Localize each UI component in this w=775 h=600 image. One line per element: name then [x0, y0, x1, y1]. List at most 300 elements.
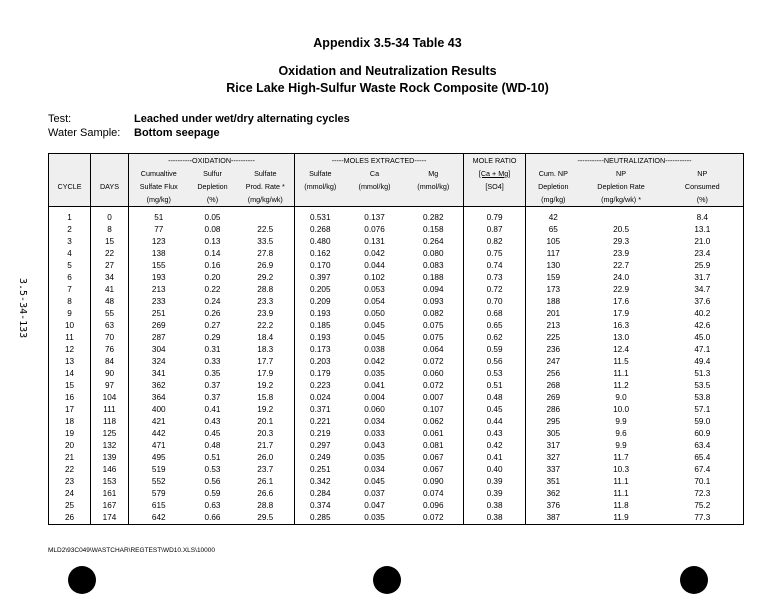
table-cell: 0.37	[204, 392, 221, 402]
table-cell: 15	[91, 236, 129, 248]
col-np-consumed-label-1: NP	[662, 167, 744, 180]
table-cell	[581, 212, 662, 224]
table-cell: 15	[49, 380, 91, 392]
table-cell: 13.1	[662, 224, 744, 236]
table-cell: 0.203	[295, 356, 346, 368]
table-cell: 0.33	[204, 356, 221, 366]
col-sulfur-depletion-label-2: Depletion	[189, 180, 237, 193]
table-cell: 159	[526, 272, 581, 284]
table-cell: 7	[49, 284, 91, 296]
table-cell: 20.3	[257, 428, 274, 438]
table-cell: 42	[526, 212, 581, 224]
table-row	[49, 344, 744, 356]
table-cell: 0.51	[464, 380, 526, 392]
table-cell: 0.56	[464, 356, 526, 368]
table-cell: 24	[49, 488, 91, 500]
table-cell: 4	[49, 248, 91, 260]
table-cell: 213	[129, 284, 189, 296]
group-mole-ratio: MOLE RATIO	[464, 154, 526, 168]
table-cell: 22.7	[613, 260, 629, 270]
table-cell: 0.131	[364, 236, 385, 246]
table-row	[49, 308, 744, 320]
table-cell: 15.8	[257, 392, 274, 402]
table-cell: 0.193	[295, 308, 346, 320]
table-cell: 97	[91, 380, 129, 392]
table-cell: 0.41	[204, 404, 221, 414]
table-cell: 65.4	[662, 452, 744, 464]
table-cell: 0	[91, 212, 129, 224]
data-rows	[49, 212, 744, 525]
table-cell: 153	[91, 476, 129, 488]
table-cell: 130	[526, 260, 581, 272]
table-cell: 0.37	[204, 380, 221, 390]
table-cell: 29.3	[613, 236, 629, 246]
table-cell: 70.1	[662, 476, 744, 488]
table-cell: 24.0	[613, 272, 629, 282]
table-cell: 13.0	[613, 332, 629, 342]
table-cell: 0.44	[464, 416, 526, 428]
test-line	[48, 113, 350, 125]
table-cell: 251	[129, 308, 189, 320]
table-cell: 0.249	[295, 452, 346, 464]
table-cell: 0.342	[295, 476, 346, 488]
table-cell: 23.9	[613, 248, 629, 258]
table-cell: 12	[49, 344, 91, 356]
table-cell: 0.072	[423, 380, 444, 390]
table-cell: 0.093	[423, 296, 444, 306]
table-cell: 70	[91, 332, 129, 344]
table-row	[49, 248, 744, 260]
table-cell: 21	[49, 452, 91, 464]
col-sulfate-rate-label-2: Prod. Rate *	[237, 180, 295, 193]
table-cell: 1	[49, 212, 91, 224]
table-cell: 0.39	[464, 476, 526, 488]
table-cell: 51.3	[662, 368, 744, 380]
table-cell: 3	[49, 236, 91, 248]
table-cell: 0.397	[295, 272, 346, 284]
table-cell: 201	[526, 308, 581, 320]
table-cell: 0.73	[464, 272, 526, 284]
table-row	[49, 212, 744, 224]
table-cell: 0.63	[204, 500, 221, 510]
table-cell: 0.162	[295, 248, 346, 260]
table-cell: 0.59	[464, 344, 526, 356]
table-cell: 0.45	[464, 404, 526, 416]
col-sulfate-label: Sulfate	[295, 167, 346, 180]
table-cell: 48	[91, 296, 129, 308]
results-table	[48, 153, 744, 525]
punch-hole-right	[680, 566, 708, 594]
table-cell: 0.173	[295, 344, 346, 356]
table-cell: 0.87	[464, 224, 526, 236]
table-cell: 16	[49, 392, 91, 404]
table-cell: 495	[129, 452, 189, 464]
table-cell: 5	[49, 260, 91, 272]
table-cell: 0.158	[423, 224, 444, 234]
table-cell: 0.43	[204, 416, 221, 426]
table-row	[49, 512, 744, 525]
table-cell: 40.2	[662, 308, 744, 320]
col-cycle-label: CYCLE	[49, 180, 91, 193]
table-cell: 0.038	[364, 344, 385, 354]
col-cum-np-label-2: Depletion	[526, 180, 581, 193]
table-cell: 0.42	[464, 440, 526, 452]
header-row-labels-2	[49, 180, 744, 193]
table-cell: 0.40	[464, 464, 526, 476]
col-np-consumed-label-2: Consumed	[662, 180, 744, 193]
table-cell: 10.3	[613, 464, 629, 474]
table-cell: 11.5	[613, 356, 629, 366]
table-cell: 0.531	[295, 212, 346, 224]
table-cell: 10.0	[613, 404, 629, 414]
table-cell: 0.035	[364, 368, 385, 378]
table-cell: 0.51	[204, 452, 221, 462]
table-cell: 0.74	[464, 260, 526, 272]
table-cell: 0.067	[423, 464, 444, 474]
table-cell: 351	[526, 476, 581, 488]
table-cell: 269	[129, 320, 189, 332]
table-cell: 123	[129, 236, 189, 248]
table-cell: 0.35	[204, 368, 221, 378]
table-cell: 225	[526, 332, 581, 344]
table-cell: 0.053	[364, 284, 385, 294]
table-cell: 376	[526, 500, 581, 512]
table-cell: 0.205	[295, 284, 346, 296]
table-cell: 9.6	[615, 428, 627, 438]
table-cell: 0.05	[204, 212, 221, 222]
table-cell: 0.14	[204, 248, 221, 258]
table-subtitle-composite: Rice Lake High-Sulfur Waste Rock Composite (WD-10)	[226, 81, 549, 95]
table-row	[49, 368, 744, 380]
table-cell: 387	[526, 512, 581, 525]
table-cell: 0.041	[364, 380, 385, 390]
table-cell: 34	[91, 272, 129, 284]
table-cell: 0.79	[464, 212, 526, 224]
table-cell: 11.2	[613, 380, 629, 390]
table-cell: 0.13	[204, 236, 221, 246]
col-ratio-numerator: [Ca + Mg]	[464, 167, 526, 180]
col-ca-label: Ca	[346, 167, 404, 180]
table-cell: 0.08	[204, 224, 221, 234]
table-cell: 0.062	[423, 416, 444, 426]
table-cell: 0.68	[464, 308, 526, 320]
table-cell: 287	[129, 332, 189, 344]
table-cell: 0.59	[204, 488, 221, 498]
table-cell: 146	[91, 464, 129, 476]
table-cell: 0.251	[295, 464, 346, 476]
table-cell: 55	[91, 308, 129, 320]
table-cell: 26	[49, 512, 91, 525]
water-sample-line	[48, 127, 220, 139]
water-sample-label: Water Sample:	[48, 127, 121, 139]
table-cell: 0.060	[423, 368, 444, 378]
table-cell: 213	[526, 320, 581, 332]
table-cell: 0.083	[423, 260, 444, 270]
table-cell: 400	[129, 404, 189, 416]
table-cell: 0.223	[295, 380, 346, 392]
table-cell: 53.5	[662, 380, 744, 392]
table-cell: 362	[526, 488, 581, 500]
table-cell: 0.26	[204, 308, 221, 318]
group-oxidation: ----------OXIDATION----------	[129, 154, 295, 168]
appendix-title: Appendix 3.5-34 Table 43	[313, 36, 462, 50]
table-cell: 75.2	[662, 500, 744, 512]
file-path-footer: MLD2\93C049\WASTCHAR\REGTEST\WD10.XLS\10000	[48, 547, 216, 554]
table-cell: 12.4	[613, 344, 629, 354]
col-cum-sulfate-label-1: Cumualtive	[129, 167, 189, 180]
table-cell: 0.219	[295, 428, 346, 440]
table-cell: 20.5	[613, 224, 629, 234]
table-cell: 642	[129, 512, 189, 525]
table-cell: 0.080	[423, 248, 444, 258]
table-cell: 0.045	[364, 476, 385, 486]
col-cum-sulfate-unit: (mg/kg)	[129, 193, 189, 207]
table-cell: 0.285	[295, 512, 346, 525]
table-row	[49, 260, 744, 272]
table-cell: 21.7	[257, 440, 274, 450]
col-ratio-denominator: [SO4]	[464, 180, 526, 193]
table-row	[49, 296, 744, 308]
table-cell: 17.6	[613, 296, 629, 306]
table-cell: 16.3	[613, 320, 629, 330]
table-cell: 0.037	[364, 488, 385, 498]
table-cell: 0.221	[295, 416, 346, 428]
table-cell: 579	[129, 488, 189, 500]
table-cell: 0.24	[204, 296, 221, 306]
table-cell: 9.0	[615, 392, 627, 402]
table-cell: 22	[91, 248, 129, 260]
table-cell: 77.3	[662, 512, 744, 525]
table-cell: 269	[526, 392, 581, 404]
col-sulfate-rate-unit: (mg/kg/wk)	[237, 193, 295, 207]
table-cell: 364	[129, 392, 189, 404]
table-row	[49, 476, 744, 488]
table-row	[49, 332, 744, 344]
table-cell: 0.072	[423, 356, 444, 366]
table-cell: 0.061	[423, 428, 444, 438]
table-cell: 421	[129, 416, 189, 428]
table-cell: 63	[91, 320, 129, 332]
table-cell: 59.0	[662, 416, 744, 428]
table-cell: 0.45	[204, 428, 221, 438]
table-cell: 2	[49, 224, 91, 236]
table-cell: 268	[526, 380, 581, 392]
table-cell: 9	[49, 308, 91, 320]
table-cell: 117	[526, 248, 581, 260]
table-cell: 0.047	[364, 500, 385, 510]
table-cell: 0.185	[295, 320, 346, 332]
table-cell: 188	[526, 296, 581, 308]
table-cell: 0.054	[364, 296, 385, 306]
table-cell: 0.033	[364, 428, 385, 438]
col-sulfate-rate-label-1: Sulfate	[237, 167, 295, 180]
table-cell: 247	[526, 356, 581, 368]
table-cell: 0.43	[464, 428, 526, 440]
table-row	[49, 500, 744, 512]
col-days-label: DAYS	[91, 180, 129, 193]
table-cell: 11	[49, 332, 91, 344]
table-cell: 0.48	[204, 440, 221, 450]
table-cell: 72.3	[662, 488, 744, 500]
table-cell: 76	[91, 344, 129, 356]
table-cell: 132	[91, 440, 129, 452]
table-cell: 29.2	[257, 272, 274, 282]
table-cell: 34.7	[662, 284, 744, 296]
table-cell: 11.1	[613, 476, 629, 486]
table-cell: 0.090	[423, 476, 444, 486]
table-cell: 11.9	[581, 512, 662, 525]
table-cell: 0.53	[204, 464, 221, 474]
table-cell: 0.034	[364, 416, 385, 426]
table-cell: 63.4	[662, 440, 744, 452]
table-cell: 27	[91, 260, 129, 272]
table-cell: 25.9	[662, 260, 744, 272]
table-cell: 0.70	[464, 296, 526, 308]
table-cell: 233	[129, 296, 189, 308]
table-cell: 256	[526, 368, 581, 380]
table-cell: 45.0	[662, 332, 744, 344]
punch-hole-left	[68, 566, 96, 594]
table-cell: 118	[91, 416, 129, 428]
table-cell: 0.075	[423, 332, 444, 342]
table-cell: 0.043	[364, 440, 385, 450]
table-cell: 0.007	[423, 392, 444, 402]
table-cell: 0.39	[464, 488, 526, 500]
table-cell: 0.22	[204, 284, 221, 294]
table-cell: 155	[129, 260, 189, 272]
table-cell: 0.66	[189, 512, 237, 525]
table-cell: 22.9	[613, 284, 629, 294]
table-cell: 29.5	[237, 512, 295, 525]
table-cell: 22.2	[257, 320, 274, 330]
table-cell: 26.0	[257, 452, 274, 462]
table-cell: 18.4	[257, 332, 274, 342]
table-cell: 18	[49, 416, 91, 428]
table-cell: 0.060	[364, 404, 385, 414]
table-cell: 0.081	[423, 440, 444, 450]
table-cell: 0.004	[364, 392, 385, 402]
water-sample-value: Bottom seepage	[134, 127, 220, 139]
table-cell: 23.4	[662, 248, 744, 260]
table-cell: 10	[49, 320, 91, 332]
side-page-number: 3.5-34-133	[17, 278, 28, 339]
table-cell: 77	[129, 224, 189, 236]
table-cell: 0.29	[204, 332, 221, 342]
header-row-groups	[49, 154, 744, 168]
table-cell: 9.9	[615, 416, 627, 426]
table-cell: 8	[91, 224, 129, 236]
table-row	[49, 464, 744, 476]
table-row	[49, 440, 744, 452]
test-value: Leached under wet/dry alternating cycles	[134, 113, 350, 125]
table-cell: 0.209	[295, 296, 346, 308]
table-subtitle: Oxidation and Neutralization Results	[278, 64, 497, 78]
table-cell: 8.4	[662, 212, 744, 224]
table-cell: 6	[49, 272, 91, 284]
col-sulfur-depletion-unit: (%)	[189, 193, 237, 207]
table-cell: 17.9	[257, 368, 274, 378]
table-cell: 0.034	[364, 464, 385, 474]
table-cell: 0.035	[346, 512, 404, 525]
table-row	[49, 416, 744, 428]
table-cell: 0.38	[464, 512, 526, 525]
table-cell: 57.1	[662, 404, 744, 416]
table-cell: 0.179	[295, 368, 346, 380]
table-cell: 31.7	[662, 272, 744, 284]
table-cell: 174	[91, 512, 129, 525]
table-cell: 11.8	[613, 500, 629, 510]
table-cell: 28.8	[257, 284, 274, 294]
table-cell: 26.9	[257, 260, 274, 270]
table-cell: 17.7	[257, 356, 274, 366]
table-cell: 0.035	[364, 452, 385, 462]
table-cell: 125	[91, 428, 129, 440]
table-cell: 23.3	[257, 296, 274, 306]
table-cell: 28.8	[257, 500, 274, 510]
table-cell: 0.16	[204, 260, 221, 270]
table-row	[49, 356, 744, 368]
table-cell: 47.1	[662, 344, 744, 356]
table-cell: 23	[49, 476, 91, 488]
col-mg-unit: (mmol/kg)	[404, 180, 464, 193]
header-row-labels-1	[49, 167, 744, 180]
table-cell: 295	[526, 416, 581, 428]
table-row	[49, 428, 744, 440]
table-cell: 11.7	[613, 452, 629, 462]
table-cell: 0.268	[295, 224, 346, 236]
table-cell: 519	[129, 464, 189, 476]
group-moles-extracted: -----MOLES EXTRACTED-----	[295, 154, 464, 168]
table-cell: 324	[129, 356, 189, 368]
table-cell: 139	[91, 452, 129, 464]
table-cell: 105	[526, 236, 581, 248]
table-cell: 27.8	[257, 248, 274, 258]
table-cell: 161	[91, 488, 129, 500]
table-cell: 14	[49, 368, 91, 380]
test-label: Test:	[48, 113, 72, 125]
table-cell: 442	[129, 428, 189, 440]
table-cell: 0.374	[295, 500, 346, 512]
col-cum-np-unit: (mg/kg)	[526, 193, 581, 207]
col-np-depletion-label-2: Depletion Rate	[581, 180, 662, 193]
table-cell: 286	[526, 404, 581, 416]
table-cell: 0.62	[464, 332, 526, 344]
table-row	[49, 404, 744, 416]
table-cell: 22.5	[257, 224, 274, 234]
table-cell: 0.297	[295, 440, 346, 452]
table-cell: 17.9	[613, 308, 629, 318]
table-cell: 23.9	[257, 308, 274, 318]
table-cell: 0.042	[364, 248, 385, 258]
col-sulfate-unit: (mmol/kg)	[295, 180, 346, 193]
table-cell: 21.0	[662, 236, 744, 248]
table-cell: 20.1	[257, 416, 274, 426]
table-cell: 33.5	[257, 236, 274, 246]
table-cell: 0.024	[295, 392, 346, 404]
table-cell: 0.137	[364, 212, 385, 222]
table-cell: 0.075	[423, 320, 444, 330]
table-row	[49, 452, 744, 464]
col-np-depletion-unit: (mg/kg/wk) *	[581, 193, 662, 207]
table-row	[49, 236, 744, 248]
table-cell: 0.044	[364, 260, 385, 270]
table-cell: 0.050	[364, 308, 385, 318]
table-cell: 0.045	[364, 332, 385, 342]
table-cell: 25	[49, 500, 91, 512]
table-cell: 138	[129, 248, 189, 260]
table-cell: 236	[526, 344, 581, 356]
table-cell: 111	[91, 404, 129, 416]
